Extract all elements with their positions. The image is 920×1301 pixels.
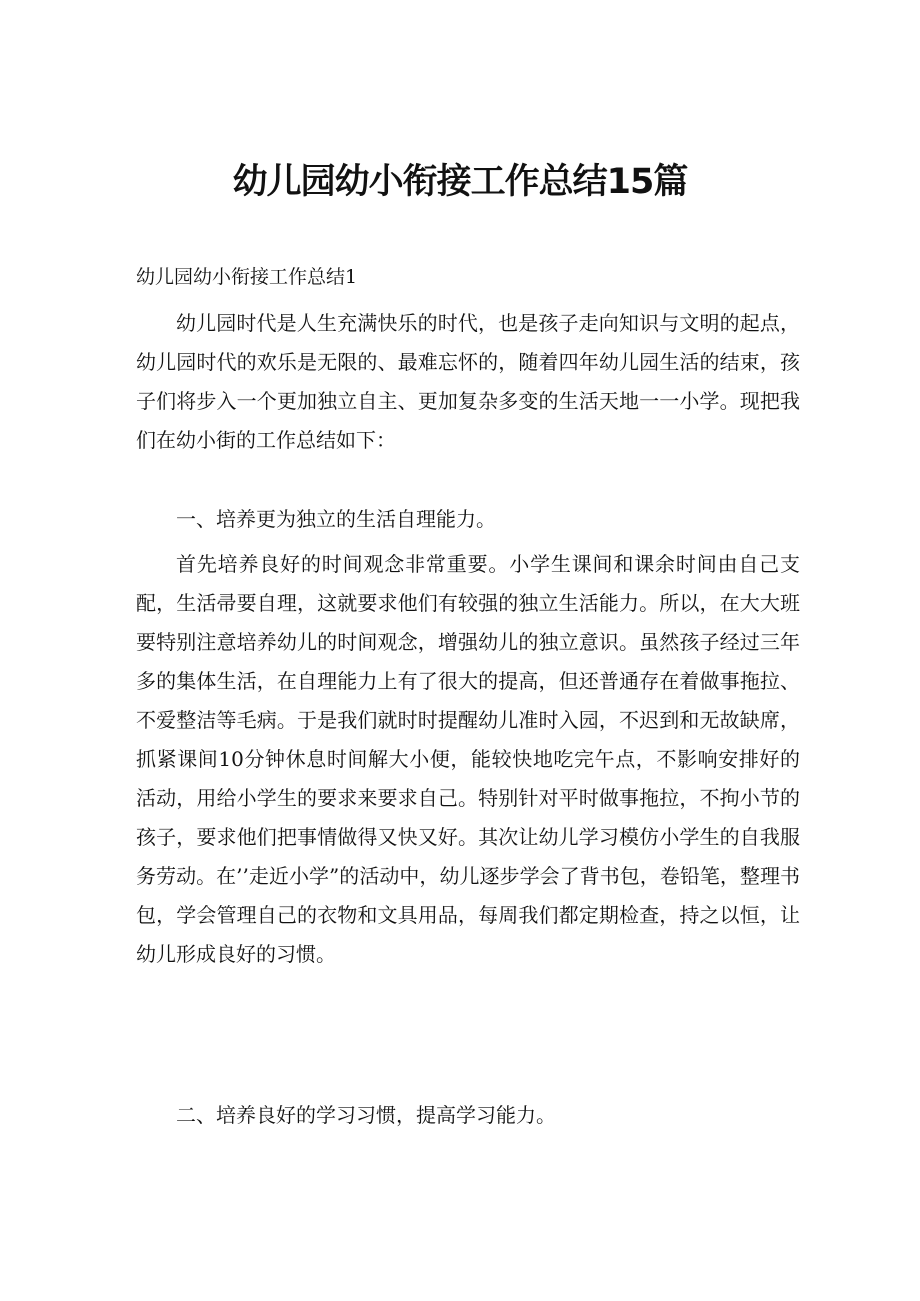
- body-paragraph-1: 首先培养良好的时间观念非常重要。小学生课间和课余时间由自己支配，生活帚要自理，这就要求他们有较强的独立生活能力。所以，在大大班要特别注意培养幼儿的时间观念，增强幼儿的独立意识。虽然孩子经过三年多的集体生活，在自理能力上有了很大的提高，但还普通存在着做事拖拉、不爱整洁等毛病。于是我们就时时提醒幼儿准时入园，不迟到和无故缺席，抓紧课间10分钟休息时间解大小便，能较快地吃完午点，不影响安排好的活动，用给小学生的要求来要求自己。特别针对平时做事拖拉，不拘小节的孩子，要求他们把事情做得又快又好。其次让幼儿学习模仿小学生的自我服务劳动。在’’走近小学”的活动中，幼儿逐步学会了背书包，卷铅笔，整理书包，学会管理自己的衣物和文具用品，每周我们都定期检查，持之以恒，让幼儿形成良好的习惯。: [136, 552, 800, 966]
- intro-paragraph: 幼儿园时代是人生充满快乐的时代，也是孩子走向知识与文明的起点，幼儿园时代的欢乐是无限的、最难忘怀的，随着四年幼儿园生活的结束，孩子们将步入一个更加独立自主、更加复杂多变的生活天地一一小学。现把我们在幼小街的工作总结如下：: [136, 311, 800, 452]
- point-heading-1: 一、培养更为独立的生活自理能力。: [176, 507, 496, 531]
- point-heading-2: 二、培养良好的学习习惯，提高学习能力。: [176, 1103, 556, 1127]
- section-heading: 幼儿园幼小衔接工作总结1: [136, 266, 358, 288]
- document-title: 幼儿园幼小衔接工作总结15篇: [232, 162, 688, 202]
